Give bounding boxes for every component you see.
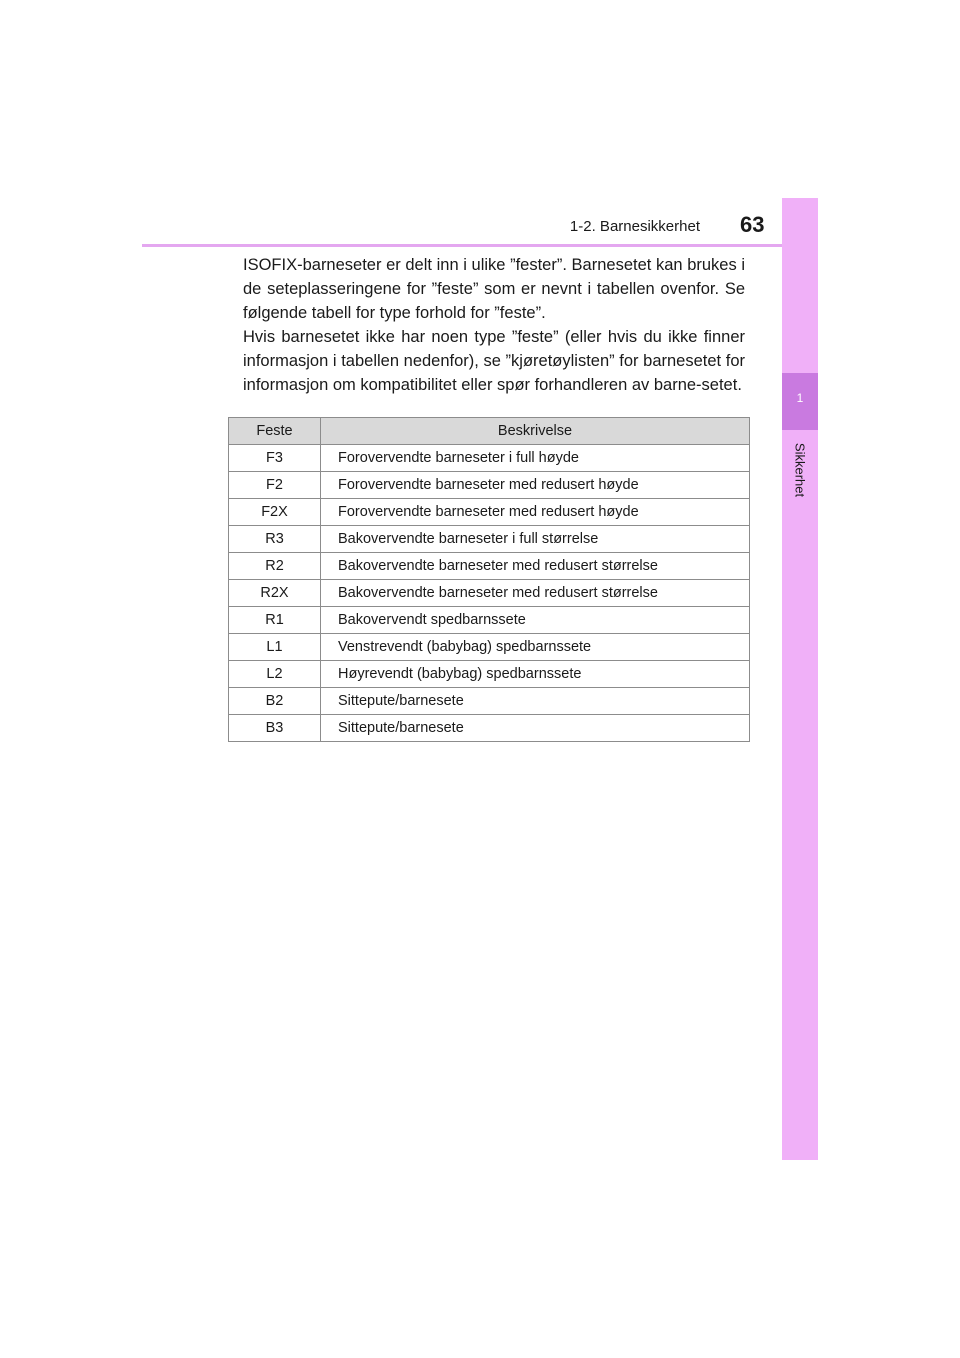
row-code: B3 [229,715,321,742]
header-rule [142,244,818,247]
column-header-beskrivelse: Beskrivelse [321,418,750,445]
row-description: Sittepute/barnesete [321,688,750,715]
table-row [229,607,750,634]
table-row [229,499,750,526]
table-row [229,634,750,661]
feste-table [228,417,750,742]
chapter-number: 1 [796,391,804,405]
row-description: Bakovervendte barneseter med redusert størrelse [321,580,750,607]
row-code: F2X [229,499,321,526]
table-row [229,445,750,472]
table-row [229,472,750,499]
table-row [229,553,750,580]
row-code: L1 [229,634,321,661]
table-row [229,715,750,742]
row-description: Bakovervendte barneseter i full størrelse [321,526,750,553]
row-code: F3 [229,445,321,472]
row-code: R1 [229,607,321,634]
chapter-side-tab [782,198,818,1160]
table-row [229,661,750,688]
table-row [229,580,750,607]
row-code: R2 [229,553,321,580]
row-description: Sittepute/barnesete [321,715,750,742]
row-description: Bakovervendte barneseter med redusert størrelse [321,553,750,580]
intro-text [243,253,745,397]
column-header-feste: Feste [229,418,321,445]
row-description: Forovervendte barneseter med redusert høyde [321,472,750,499]
intro-paragraph-2: Hvis barnesetet ikke har noen type ”feste” (eller hvis du ikke finner informasjon i tabellen nedenfor), se ”kjøretøylisten” for barnesetet for informasjon om kompatibilitet eller spør forhandleren av barne-setet. [243,328,745,394]
row-description: Høyrevendt (babybag) spedbarnssete [321,661,750,688]
header-section-title: 1-2. Barnesikkerhet [569,218,700,235]
table-row [229,526,750,553]
row-code: B2 [229,688,321,715]
row-description: Forovervendte barneseter med redusert høyde [321,499,750,526]
row-description: Bakovervendt spedbarnssete [321,607,750,634]
row-description: Venstrevendt (babybag) spedbarnssete [321,634,750,661]
intro-paragraph-1: ISOFIX-barneseter er delt inn i ulike ”fester”. Barnesetet kan brukes i de seteplasseringene for ”feste” som er nevnt i tabellen ovenfor. Se følgende tabell for type forhold for ”feste”. [243,256,745,322]
row-code: R3 [229,526,321,553]
row-code: L2 [229,661,321,688]
table-row [229,688,750,715]
page-number: 63 [740,212,765,237]
row-description: Forovervendte barneseter i full høyde [321,445,750,472]
row-code: F2 [229,472,321,499]
row-code: R2X [229,580,321,607]
table-header-row [229,418,750,445]
chapter-label: Sikkerhet [792,442,808,498]
